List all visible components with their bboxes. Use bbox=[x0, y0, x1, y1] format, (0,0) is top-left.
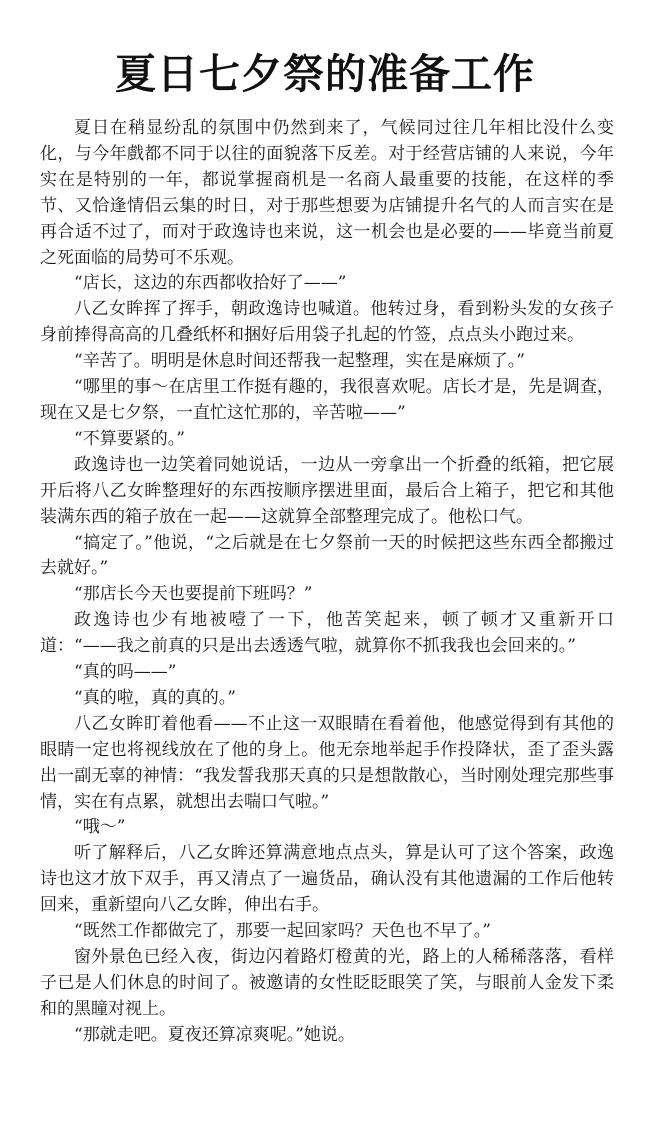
paragraph: 窗外景色已经入夜，街边闪着路灯橙黄的光，路上的人稀稀落落，看样子已是人们休息的时间了。被邀请的女性眨眨眼笑了笑，与眼前人金发下柔和的黑瞳对视上。 bbox=[40, 947, 614, 1019]
paragraph: “既然工作都做完了，那要一起回家吗？天色也不早了。” bbox=[74, 921, 491, 942]
paragraph: “店长，这边的东西都收拾好了——” bbox=[74, 273, 347, 294]
story-body bbox=[40, 116, 614, 1049]
paragraph: “哦～” bbox=[74, 817, 126, 838]
paragraph: 政逸诗也少有地被噎了一下，他苦笑起来，顿了顿才又重新开口道：“——我之前真的只是出去透透气啦，就算你不抓我我也会回来的。” bbox=[40, 610, 614, 657]
paragraph: 听了解释后，八乙女眸还算满意地点点头，算是认可了这个答案，政逸诗也这才放下双手，再又清点了一遍货品，确认没有其他遗漏的工作后他转回来，重新望向八乙女眸，伸出右手。 bbox=[40, 843, 614, 916]
paragraph: 八乙女眸挥了挥手，朝政逸诗也喊道。他转过身，看到粉头发的女孩子身前捧得高高的几叠纸杯和捆好后用袋子扎起的竹签，点点头小跑过来。 bbox=[40, 299, 614, 346]
paragraph: “真的吗——” bbox=[74, 662, 177, 683]
paragraph: “真的啦，真的真的。” bbox=[74, 687, 236, 708]
paragraph: “不算要紧的。” bbox=[74, 428, 185, 449]
paragraph: “搞定了。”他说，“之后就是在七夕祭前一天的时候把这些东西全都搬过去就好。” bbox=[40, 532, 614, 579]
paragraph: “辛苦了。明明是休息时间还帮我一起整理，实在是麻烦了。” bbox=[74, 351, 525, 372]
paragraph: 政逸诗也一边笑着同她说话，一边从一旁拿出一个折叠的纸箱，把它展开后将八乙女眸整理好的东西按顺序摆进里面，最后合上箱子，把它和其他装满东西的箱子放在一起——这就算全部整理完成了。他松口气。 bbox=[40, 454, 614, 527]
document-title: 夏日七夕祭的准备工作 bbox=[115, 50, 535, 98]
paragraph: “那店长今天也要提前下班吗？” bbox=[74, 584, 313, 605]
paragraph: “哪里的事～在店里工作挺有趣的，我很喜欢呢。店长才是，先是调查，现在又是七夕祭，一直忙这忙那的，辛苦啦——” bbox=[40, 377, 614, 423]
paragraph: 夏日在稍显纷乱的氛围中仍然到来了，气候同过往几年相比没什么变化，与今年戲都不同于以往的面貌落下反差。对于经营店铺的人来说，今年实在是特别的一年，都说掌握商机是一名商人最重要的技能，在这样的季节、又恰逢情侣云集的时日，对于那些想要为店铺提升名气的人而言实在是再合适不过了，而对于政逸诗也来说，这一机会也是必要的——毕竟当前夏之死面临的局势可不乐观。 bbox=[40, 118, 614, 268]
paragraph: “那就走吧。夏夜还算凉爽呢。”她说。 bbox=[74, 1024, 355, 1045]
paragraph: 八乙女眸盯着他看——不止这一双眼睛在看着他，他感觉得到有其他的眼睛一定也将视线放在了他的身上。他无奈地举起手作投降状，歪了歪头露出一副无辜的神情：“我发誓我那天真的只是想散散心，当时刚处理完那些事情，实在有点累，就想出去喘口气啦。” bbox=[40, 713, 614, 812]
